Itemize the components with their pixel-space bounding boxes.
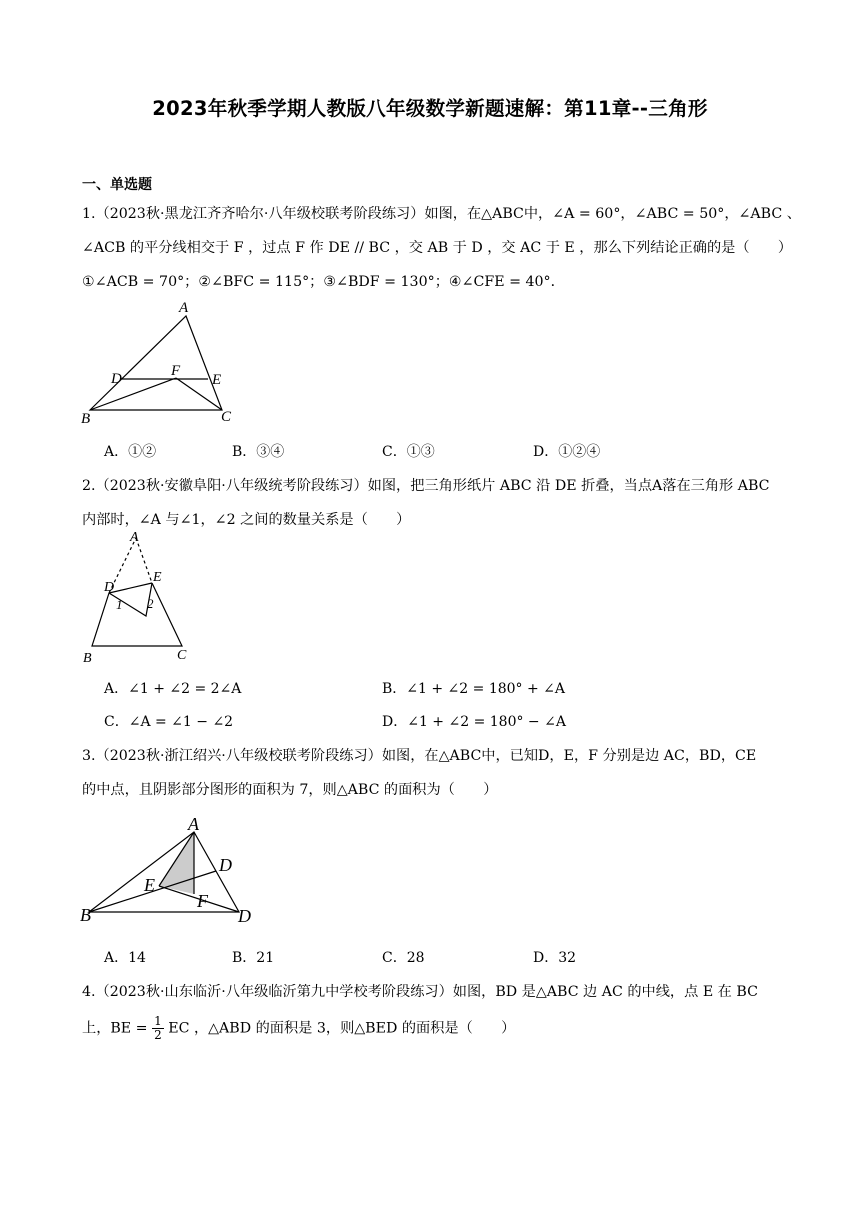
q1-label-d: D	[111, 371, 122, 387]
q4-fraction	[152, 1015, 164, 1042]
q1-line-2: ∠ACB 的平分线相交于 F ，过点 F 作 DE // BC ，交 AB 于 D ，交 AC 于 E ，那么下列结论正确的是（ ）	[82, 240, 793, 256]
q3-option-d[interactable]: D．32	[533, 950, 577, 966]
q2-label-1: 1	[116, 597, 123, 612]
q1-option-d[interactable]: D．①②④	[533, 444, 601, 460]
q1-line-3: ①∠ACB = 70°；②∠BFC = 115°；③∠BDF = 130°；④∠CFE = 40°．	[82, 274, 565, 290]
q2-line-1: 2.（2023秋·安徽阜阳·八年级统考阶段练习）如图，把三角形纸片 ABC 沿 DE 折叠，当点A落在三角形 ABC	[82, 478, 770, 494]
q4-fraction-numerator: 1	[154, 1014, 162, 1028]
q2-figure	[80, 532, 200, 667]
q1-label-b: B	[81, 411, 91, 427]
q1-line-1: 1.（2023秋·黑龙江齐齐哈尔·八年级校联考阶段练习）如图，在△ABC中，∠A = 60°，∠ABC = 50°，∠ABC 、	[82, 206, 801, 222]
q4-line-2-start: 上，BE =	[82, 1020, 148, 1037]
q3-option-b[interactable]: B．21	[232, 950, 275, 966]
q4-fraction-denominator: 2	[154, 1028, 162, 1042]
q1-label-f: F	[171, 363, 181, 379]
q3-line-1: 3.（2023秋·浙江绍兴·八年级校联考阶段练习）如图，在△ABC中，已知D，E，F 分别是边 AC，BD，CE	[82, 748, 757, 764]
q4-line-2-end: EC ，△ABD 的面积是 3，则△BED 的面积是（ ）	[168, 1020, 516, 1037]
q2-label-d: D	[104, 580, 115, 595]
q1-figure	[80, 296, 250, 426]
q2-option-c[interactable]: C．∠A = ∠1 − ∠2	[104, 714, 234, 730]
q2-label-c: C	[177, 648, 187, 663]
q3-label-d-lower: D	[238, 906, 251, 926]
q2-label-e: E	[153, 570, 162, 585]
q2-option-b[interactable]: B．∠1 + ∠2 = 180° + ∠A	[382, 681, 566, 697]
q1-option-a[interactable]: A．①②	[104, 444, 157, 460]
q3-label-e: E	[144, 875, 155, 895]
q3-label-a: A	[188, 814, 199, 834]
q3-line-2: 的中点，且阴影部分图形的面积为 7，则△ABC 的面积为（ ）	[82, 782, 498, 798]
q1-option-b[interactable]: B．③④	[232, 444, 285, 460]
q2-option-a[interactable]: A．∠1 + ∠2 = 2∠A	[104, 681, 242, 697]
q3-label-b: B	[80, 905, 91, 925]
q2-label-a: A	[130, 530, 139, 545]
q2-option-d[interactable]: D．∠1 + ∠2 = 180° − ∠A	[382, 714, 566, 730]
q2-line-2: 内部时，∠A 与∠1，∠2 之间的数量关系是（ ）	[82, 512, 411, 528]
q2-label-2: 2	[147, 596, 154, 611]
q1-label-a: A	[179, 300, 189, 316]
q3-label-f: F	[197, 891, 208, 911]
q4-line-1: 4.（2023秋·山东临沂·八年级临沂第九中学校考阶段练习）如图，BD 是△ABC 边 AC 的中线，点 E 在 BC	[82, 984, 758, 1000]
q3-option-c[interactable]: C．28	[382, 950, 425, 966]
q3-label-d-upper: D	[219, 855, 232, 875]
q4-line-2	[82, 1015, 515, 1042]
section-heading: 一、单选题	[82, 177, 152, 193]
q1-option-c[interactable]: C．①③	[382, 444, 435, 460]
q1-label-c: C	[221, 409, 232, 425]
q2-label-b: B	[83, 651, 92, 666]
page-title: 2023年秋季学期人教版八年级数学新题速解：第11章--三角形	[152, 97, 708, 120]
q3-option-a[interactable]: A．14	[104, 950, 146, 966]
q3-figure	[80, 808, 260, 928]
q1-label-e: E	[212, 372, 222, 388]
